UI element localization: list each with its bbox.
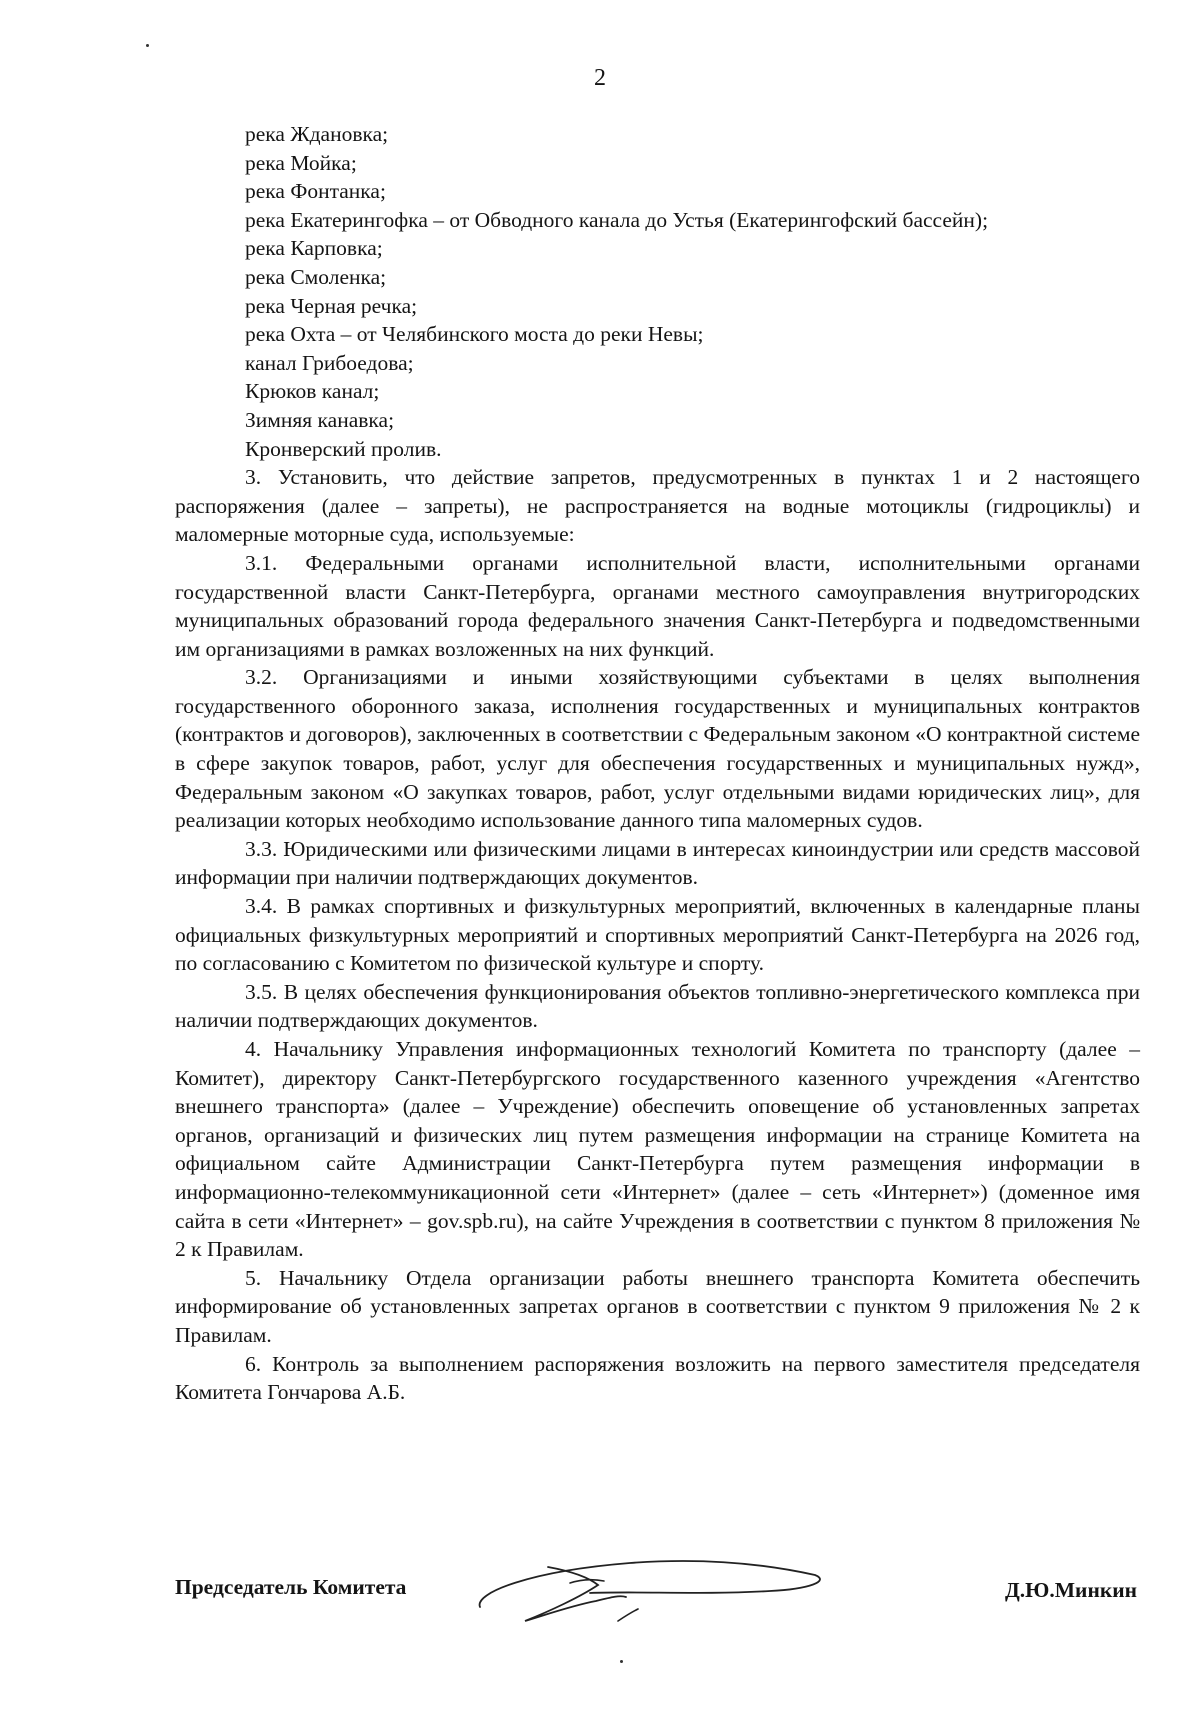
signatory-position: Председатель Комитета xyxy=(175,1575,407,1599)
list-item: река Карповка; xyxy=(245,236,383,261)
paragraph-3-3: 3.3. Юридическими или физическими лицами в интересах киноиндустрии или средств массовой информации при наличии подтверждающих документов. xyxy=(175,836,1140,890)
scan-speck xyxy=(620,1660,623,1663)
paragraph-3: 3. Установить, что действие запретов, предусмотренных в пунктах 1 и 2 настоящего распоряжения (далее – запреты), не распространяется на водные мотоциклы (гидроциклы) и маломерные моторные суда, используемые: xyxy=(175,465,1140,547)
list-item: Крюков канал; xyxy=(245,379,380,404)
list-item: река Мойка; xyxy=(245,150,357,175)
list-item: река Екатерингофка – от Обводного канала до Устья (Екатерингофский бассейн); xyxy=(245,207,989,232)
list-item: река Смоленка; xyxy=(245,264,387,289)
paragraph-6: 6. Контроль за выполнением распоряжения возложить на первого заместителя председателя Комитета Гончарова А.Б. xyxy=(175,1351,1140,1405)
list-item: Кронверский пролив. xyxy=(245,436,442,461)
list-item: Зимняя канавка; xyxy=(245,407,395,432)
list-item: река Черная речка; xyxy=(245,293,418,318)
paragraph-3-4: 3.4. В рамках спортивных и физкультурных мероприятий, включенных в календарные планы официальных физкультурных мероприятий и спортивных мероприятий Санкт-Петербурга на 2026 год, по согласованию с Комитетом по физической культуре и спорту. xyxy=(175,894,1140,976)
handwritten-signature xyxy=(470,1545,830,1640)
signatory-name: Д.Ю.Минкин xyxy=(1005,1578,1137,1602)
paragraph-4: 4. Начальнику Управления информационных технологий Комитета по транспорту (далее – Комитет), директору Санкт-Петербургского государственного казенного учреждения «Агентство внешнего транспорта» (далее – Учреждение) обеспечить оповещение об установленных запретах органов, организаций и физических лиц путем размещения информации на странице Комитета на официальном сайте Администрации Санкт-Петербурга путем размещения информации в информационно-телекоммуникационной сети «Интернет» (далее – сеть «Интернет») (доменное имя сайта в сети «Интернет» – gov.spb.ru), на сайте Учреждения в соответствии с пунктом 8 приложения № 2 к Правилам. xyxy=(175,1037,1140,1262)
paragraph-3-2: 3.2. Организациями и иными хозяйствующими субъектами в целях выполнения государственного оборонного заказа, исполнения государственных и муниципальных контрактов (контрактов и договоров), заключенных в соответствии с Федеральным законом «О контрактной системе в сфере закупок товаров, работ, услуг для обеспечения государственных и муниципальных нужд», Федеральным законом «О закупках товаров, работ, услуг отдельными видами юридических лиц», для реализации которых необходимо использование данного типа маломерных судов. xyxy=(175,665,1140,833)
scan-speck xyxy=(146,44,149,47)
list-item: канал Грибоедова; xyxy=(245,350,414,375)
paragraph-5: 5. Начальнику Отдела организации работы внешнего транспорта Комитета обеспечить информирование об установленных запретах органов в соответствии с пунктом 9 приложения № 2 к Правилам. xyxy=(175,1265,1140,1347)
list-item: река Фонтанка; xyxy=(245,179,386,204)
list-item: река Ждановка; xyxy=(245,122,389,146)
paragraph-3-5: 3.5. В целях обеспечения функционирования объектов топливно-энергетического комплекса при наличии подтверждающих документов. xyxy=(175,979,1140,1033)
document-body xyxy=(175,120,1140,1407)
list-item: река Охта – от Челябинского моста до реки Невы; xyxy=(245,322,704,347)
paragraph-3-1: 3.1. Федеральными органами исполнительной власти, исполнительными органами государственной власти Санкт-Петербурга, органами местного самоуправления внутригородских муниципальных образований города федерального значения Санкт-Петербурга и подведомственными им организациями в рамках возложенных на них функций. xyxy=(175,550,1140,661)
page-number: 2 xyxy=(594,65,606,91)
